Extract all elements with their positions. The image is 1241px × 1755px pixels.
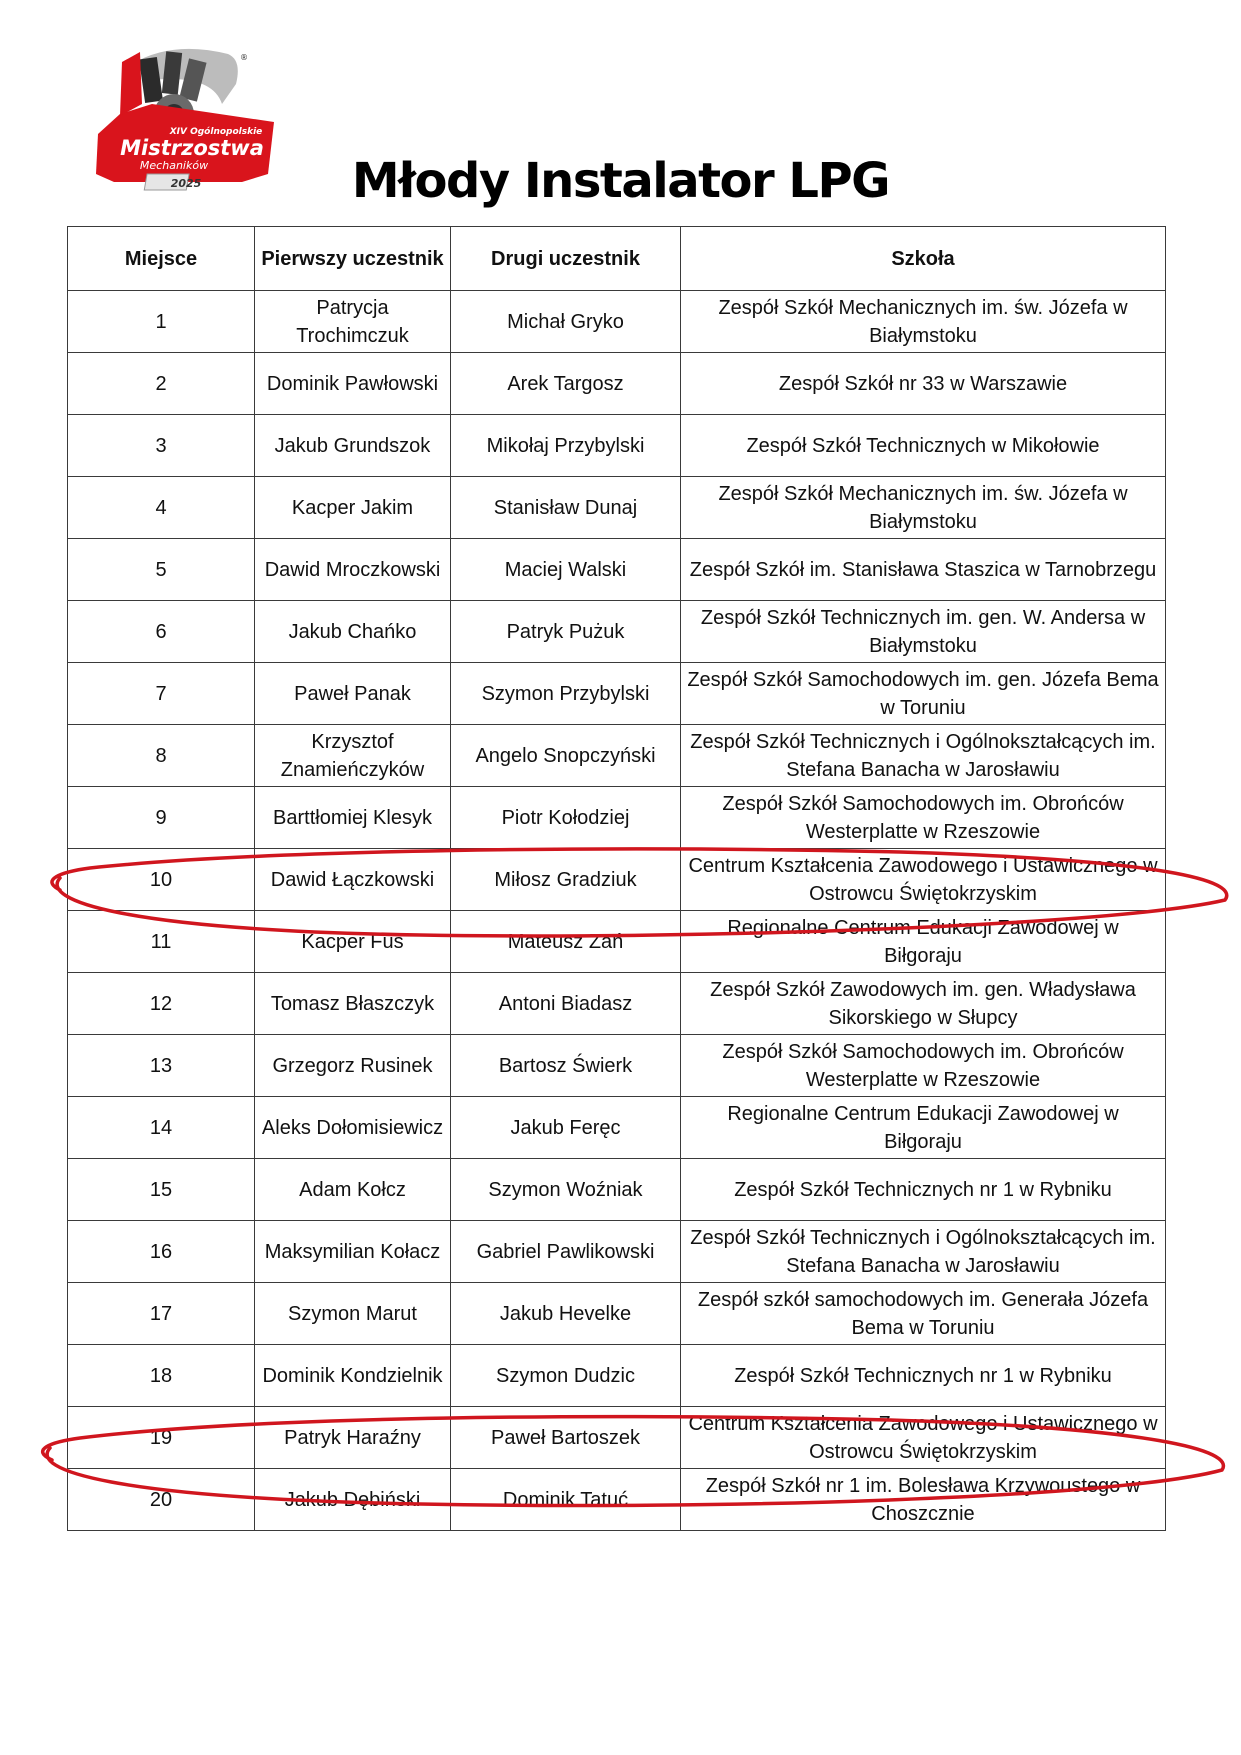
- place-cell: 9: [68, 787, 255, 849]
- second-participant-cell: Jakub Hevelke: [451, 1283, 681, 1345]
- first-participant-cell: Dominik Kondzielnik: [255, 1345, 451, 1407]
- first-participant-cell: Grzegorz Rusinek: [255, 1035, 451, 1097]
- header-place: Miejsce: [68, 227, 255, 291]
- second-participant-cell: Maciej Walski: [451, 539, 681, 601]
- second-participant-cell: Szymon Woźniak: [451, 1159, 681, 1221]
- first-participant-cell: Patrycja Trochimczuk: [255, 291, 451, 353]
- school-cell: Zespół Szkół Technicznych nr 1 w Rybniku: [681, 1159, 1166, 1221]
- first-participant-cell: Tomasz Błaszczyk: [255, 973, 451, 1035]
- school-cell: Zespół Szkół im. Stanisława Staszica w Tarnobrzegu: [681, 539, 1166, 601]
- logo-line1: XIV Ogólnopolskie: [169, 127, 263, 137]
- first-participant-cell: Jakub Grundszok: [255, 415, 451, 477]
- header-school: Szkoła: [681, 227, 1166, 291]
- table-row: [68, 415, 1166, 477]
- place-cell: 10: [68, 849, 255, 911]
- school-cell: Regionalne Centrum Edukacji Zawodowej w Biłgoraju: [681, 911, 1166, 973]
- second-participant-cell: Piotr Kołodziej: [451, 787, 681, 849]
- second-participant-cell: Miłosz Gradziuk: [451, 849, 681, 911]
- table-row: [68, 291, 1166, 353]
- table-row: [68, 911, 1166, 973]
- place-cell: 1: [68, 291, 255, 353]
- second-participant-cell: Patryk Pużuk: [451, 601, 681, 663]
- place-cell: 16: [68, 1221, 255, 1283]
- school-cell: Zespół Szkół Technicznych nr 1 w Rybniku: [681, 1345, 1166, 1407]
- place-cell: 7: [68, 663, 255, 725]
- first-participant-cell: Jakub Chańko: [255, 601, 451, 663]
- table-row: [68, 477, 1166, 539]
- first-participant-cell: Paweł Panak: [255, 663, 451, 725]
- first-participant-cell: Dawid Łączkowski: [255, 849, 451, 911]
- first-participant-cell: Kacper Fus: [255, 911, 451, 973]
- first-participant-cell: Dawid Mroczkowski: [255, 539, 451, 601]
- logo-line3: Mechaników: [139, 159, 209, 172]
- page-title: [0, 153, 1241, 209]
- second-participant-cell: Bartosz Świerk: [451, 1035, 681, 1097]
- place-cell: 18: [68, 1345, 255, 1407]
- school-cell: Centrum Kształcenia Zawodowego i Ustawicznego w Ostrowcu Świętokrzyskim: [681, 1407, 1166, 1469]
- header-first-participant: Pierwszy uczestnik: [255, 227, 451, 291]
- first-participant-cell: Barttłomiej Klesyk: [255, 787, 451, 849]
- school-cell: Zespół Szkół Samochodowych im. gen. Józefa Bema w Toruniu: [681, 663, 1166, 725]
- header-second-participant: Drugi uczestnik: [451, 227, 681, 291]
- table-row: [68, 1345, 1166, 1407]
- second-participant-cell: Angelo Snopczyński: [451, 725, 681, 787]
- logo-flag: [120, 52, 142, 116]
- school-cell: Regionalne Centrum Edukacji Zawodowej w Biłgoraju: [681, 1097, 1166, 1159]
- place-cell: 4: [68, 477, 255, 539]
- results-table-body: [68, 291, 1166, 1531]
- header-row: [68, 227, 1166, 291]
- place-cell: 12: [68, 973, 255, 1035]
- first-participant-cell: Jakub Dębiński: [255, 1469, 451, 1531]
- school-cell: Zespół Szkół Zawodowych im. gen. Władysława Sikorskiego w Słupcy: [681, 973, 1166, 1035]
- place-cell: 15: [68, 1159, 255, 1221]
- school-cell: Zespół Szkół Technicznych i Ogólnokształcących im. Stefana Banacha w Jarosławiu: [681, 1221, 1166, 1283]
- registered-mark: ®: [240, 53, 248, 62]
- school-cell: Zespół szkół samochodowych im. Generała Józefa Bema w Toruniu: [681, 1283, 1166, 1345]
- school-cell: Zespół Szkół Samochodowych im. Obrońców Westerplatte w Rzeszowie: [681, 1035, 1166, 1097]
- place-cell: 2: [68, 353, 255, 415]
- school-cell: Zespół Szkół Mechanicznych im. św. Józefa w Białymstoku: [681, 477, 1166, 539]
- table-row: [68, 1469, 1166, 1531]
- page-title-text: Młody Instalator LPG: [351, 153, 890, 209]
- table-row: [68, 539, 1166, 601]
- second-participant-cell: Dominik Tatuć: [451, 1469, 681, 1531]
- logo-year: 2025: [170, 177, 202, 190]
- table-row: [68, 601, 1166, 663]
- second-participant-cell: Antoni Biadasz: [451, 973, 681, 1035]
- place-cell: 5: [68, 539, 255, 601]
- first-participant-cell: Kacper Jakim: [255, 477, 451, 539]
- school-cell: Centrum Kształcenia Zawodowego i Ustawicznego w Ostrowcu Świętokrzyskim: [681, 849, 1166, 911]
- table-row: [68, 787, 1166, 849]
- place-cell: 13: [68, 1035, 255, 1097]
- second-participant-cell: Gabriel Pawlikowski: [451, 1221, 681, 1283]
- first-participant-cell: Adam Kołcz: [255, 1159, 451, 1221]
- first-participant-cell: Dominik Pawłowski: [255, 353, 451, 415]
- second-participant-cell: Szymon Przybylski: [451, 663, 681, 725]
- first-participant-cell: Krzysztof Znamieńczyków: [255, 725, 451, 787]
- second-participant-cell: Michał Gryko: [451, 291, 681, 353]
- first-participant-cell: Aleks Dołomisiewicz: [255, 1097, 451, 1159]
- second-participant-cell: Mateusz Zań: [451, 911, 681, 973]
- table-row: [68, 1097, 1166, 1159]
- logo-line2: Mistrzostwa: [120, 136, 264, 160]
- place-cell: 3: [68, 415, 255, 477]
- school-cell: Zespół Szkół Technicznych i Ogólnokształcących im. Stefana Banacha w Jarosławiu: [681, 725, 1166, 787]
- second-participant-cell: Arek Targosz: [451, 353, 681, 415]
- table-row-highlighted: [68, 1407, 1166, 1469]
- school-cell: Zespół Szkół Technicznych w Mikołowie: [681, 415, 1166, 477]
- results-table: [67, 226, 1166, 1531]
- first-participant-cell: Maksymilian Kołacz: [255, 1221, 451, 1283]
- place-cell: 6: [68, 601, 255, 663]
- place-cell: 11: [68, 911, 255, 973]
- second-participant-cell: Mikołaj Przybylski: [451, 415, 681, 477]
- table-row: [68, 1283, 1166, 1345]
- table-row: [68, 973, 1166, 1035]
- table-row: [68, 1159, 1166, 1221]
- second-participant-cell: Stanisław Dunaj: [451, 477, 681, 539]
- place-cell: 19: [68, 1407, 255, 1469]
- school-cell: Zespół Szkół Samochodowych im. Obrońców Westerplatte w Rzeszowie: [681, 787, 1166, 849]
- place-cell: 8: [68, 725, 255, 787]
- place-cell: 20: [68, 1469, 255, 1531]
- school-cell: Zespół Szkół Mechanicznych im. św. Józefa w Białymstoku: [681, 291, 1166, 353]
- place-cell: 14: [68, 1097, 255, 1159]
- second-participant-cell: Paweł Bartoszek: [451, 1407, 681, 1469]
- table-row: [68, 725, 1166, 787]
- school-cell: Zespół Szkół nr 1 im. Bolesława Krzywoustego w Choszcznie: [681, 1469, 1166, 1531]
- table-row: [68, 353, 1166, 415]
- school-cell: Zespół Szkół nr 33 w Warszawie: [681, 353, 1166, 415]
- place-cell: 17: [68, 1283, 255, 1345]
- school-cell: Zespół Szkół Technicznych im. gen. W. Andersa w Białymstoku: [681, 601, 1166, 663]
- first-participant-cell: Szymon Marut: [255, 1283, 451, 1345]
- table-row-highlighted: [68, 849, 1166, 911]
- table-row: [68, 1035, 1166, 1097]
- first-participant-cell: Patryk Haraźny: [255, 1407, 451, 1469]
- table-row: [68, 1221, 1166, 1283]
- results-table-header: [68, 227, 1166, 291]
- second-participant-cell: Szymon Dudzic: [451, 1345, 681, 1407]
- table-row: [68, 663, 1166, 725]
- second-participant-cell: Jakub Feręc: [451, 1097, 681, 1159]
